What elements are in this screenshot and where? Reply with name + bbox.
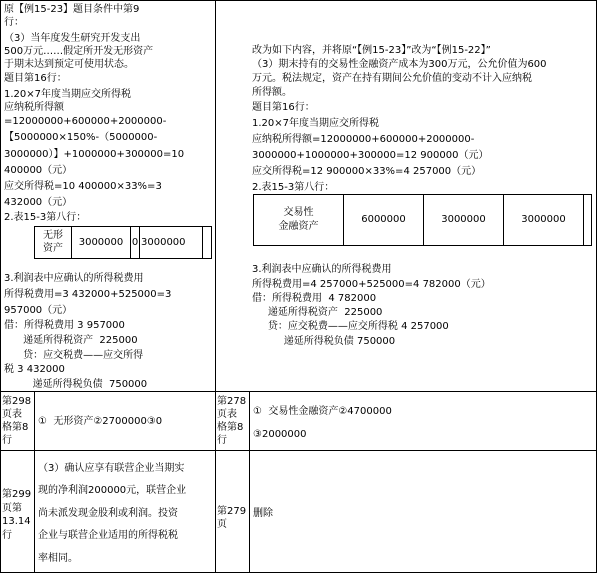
inner-split [583,194,584,246]
text-line: 应交所得税=10 400000×33%=3 [4,181,162,192]
inner-label-line1: 无形 [43,230,63,241]
ref-line: 页表 [2,409,22,420]
text-line: 题目第16行： [4,73,67,84]
text-line: 递延所得税资产 225000 [4,335,138,346]
inner-value: 6000000 [361,214,406,225]
text-line: 3000000+1000000+300000=12 900000（元） [252,150,489,161]
text-line: 现的净利润200000元，联营企业 [38,485,187,496]
row2-bottom-border [0,450,597,451]
text-line: 所得税费用=3 432000+525000=3 [4,289,172,300]
ref-line: 第278 [217,396,247,407]
inner-border-top [34,226,212,227]
inner-label-line1: 交易性 [283,207,314,218]
text-line: 原【例15-23】题目条件中第9 [4,4,140,15]
text-line: 改为如下内容，并将原“【例15-23】”改为“【例15-22】” [252,45,491,56]
ref-line: 13.14 [2,516,31,527]
text-line: 【5000000×150%-（5000000- [4,132,158,143]
col-split-3 [249,391,250,573]
ref-line: 格第8 [217,422,244,433]
inner-split [139,226,140,259]
inner-value: 3000000 [141,237,186,248]
ref-line: 第298 [2,396,32,407]
text-line: （3）确认应享有联营企业当期实 [38,463,185,474]
text-line: 应纳税所得额=12000000+600000+2000000- [252,134,475,145]
row2-right-content: ③2000000 [253,429,307,440]
text-line: 企业与联营企业适用的所得税税 [38,530,178,541]
text-line: 借：所得税费用 4 782000 [252,293,377,304]
inner-border-right [591,194,592,246]
text-line: 3000000）】+1000000+300000=10 [4,149,185,160]
text-line: 万元。税法规定，资产在持有期间公允价值的变动不计入应纳税 [252,73,532,84]
text-line: 500万元……假定所开发无形资产 [4,46,154,57]
inner-label-line2: 资产 [43,243,63,254]
text-line: 432000（元） [4,197,73,208]
col-split-middle [215,0,216,573]
ref-line: 格第8 [2,422,29,433]
inner-border-right [211,226,212,259]
ref-line: 行 [2,530,12,541]
table-left-border [0,0,1,573]
text-line: 率相同。 [38,553,78,564]
text-line: 1.20×7年度当期应交所得税 [4,89,132,100]
ref-line: 页 [217,519,227,530]
text-line: 于期末达到预定可使用状态。 [4,59,134,70]
text-line: 400000（元） [4,165,73,176]
inner-border-bottom [34,258,212,259]
text-line: 借：所得税费用 3 957000 [4,320,125,331]
text-line: 税 3 432000 [4,364,65,375]
inner-value: 3000000 [78,237,124,248]
ref-line: 页表 [217,409,237,420]
ref-line: 第279 [217,506,247,517]
text-line: 递延所得税负债 750000 [4,379,148,390]
inner-value: 3000000 [441,214,486,225]
inner-split [202,226,203,259]
text-line: 所得税费用=4 257000+525000=4 782000（元） [252,279,491,290]
text-line: 递延所得税负债 750000 [252,336,396,347]
text-line: 3.利润表中应确认的所得税费用 [252,264,392,275]
inner-value: 3000000 [521,214,566,225]
text-line: 2.表15-3第八行： [4,212,87,223]
text-line: 应交所得税=12 900000×33%=4 257000（元） [252,166,482,177]
ref-line: 第299 [2,489,32,500]
table-top-border [0,0,597,1]
text-line: 2.表15-3第八行： [252,182,335,193]
text-line: 递延所得税资产 225000 [252,307,383,318]
text-line: 贷：应交税费——应交所得税 4 257000 [252,321,449,332]
ref-line: 页第 [2,503,22,514]
ref-line: 行 [2,435,12,446]
text-line: 应纳税所得额 [4,102,64,113]
text-line: 所得额。 [252,87,292,98]
text-line: =12000000+600000+2000000- [4,116,167,127]
text-line: 1.20×7年度当期应交所得税 [252,118,380,129]
text-line: 957000（元） [4,305,73,316]
row2-right-content: ① 交易性金融资产②4700000 [253,406,392,417]
col-split-1 [34,391,35,573]
ref-line: 行 [217,435,227,446]
inner-value: 0 [131,237,139,248]
text-line: （3）当年度发生研究开发支出 [4,33,141,44]
row3-right-content: 删除 [253,508,273,519]
row2-left-content: ① 无形资产②2700000③0 [38,416,163,427]
text-line: 3.利润表中应确认的所得税费用 [4,273,144,284]
inner-label-line2: 金融资产 [278,221,319,232]
text-line: 尚未派发现金股利或利润。投资 [38,508,178,519]
text-line: 行： [4,17,24,28]
row1-bottom-border [0,391,597,392]
text-line: （3）期末持有的交易性金融资产成本为300万元，公允价值为600 [252,59,547,70]
text-line: 贷：应交税费——应交所得 [4,350,144,361]
text-line: 题目第16行： [252,102,315,113]
